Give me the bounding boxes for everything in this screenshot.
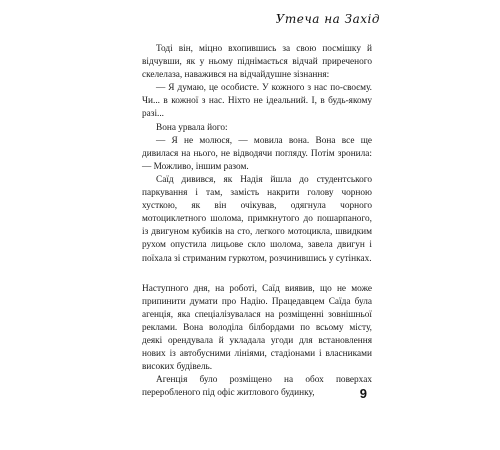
section-break [142,266,372,283]
running-header: Утеча на Захід [275,12,380,26]
paragraph: — Я думаю, це особисте. У кожного з нас по-своєму. Чи... в кожної з нас. Ніхто не ідеальний. І, в будь-якому разі... [142,83,372,120]
paragraph: Вона урвала його: [156,122,228,133]
page-number: 9 [359,386,367,401]
paragraph: Саїд дивився, як Надія йшла до студентського паркування і там, замість накрити голову чорною хусткою, як він очікував, одягнула чорного мотоциклетного шолома, примкнутого до пошарпаного, із двигуном кубиків на сто, легкого мотоцикла, швидким рухом опустила лицьове скло шолома, завела двигун і поїхала зі стриманим гуркотом, розчинившись у сутінках. [142,174,372,264]
paragraph: Агенція було розміщено на обох поверхах переробленого під офіс житлового будинку, [142,375,372,399]
body-text [142,43,372,400]
paragraph: Тоді він, міцно вхопившись за свою посмішку й відчувши, як у ньому піднімається відчай приреченого скелелаза, наважився на відчайдушне зізнання: [142,44,372,81]
paragraph: Наступного дня, на роботі, Саїд виявив, що не може припинити думати про Надію. Працедавцем Саїда була агенція, яка спеціалізувалася на розміщенні зовнішньої реклами. Вона володіла білбордами по всьому місту, деякі орендувала й укладала угоди для встановлення нових із автобусними лініями, стадіонами і власниками високих будівель. [142,283,372,373]
paragraph: — Я не молюся, — мовила вона. Вона все ще дивилася на нього, не відводячи погляду. Потім зронила: — Можливо, іншим разом. [142,135,372,172]
